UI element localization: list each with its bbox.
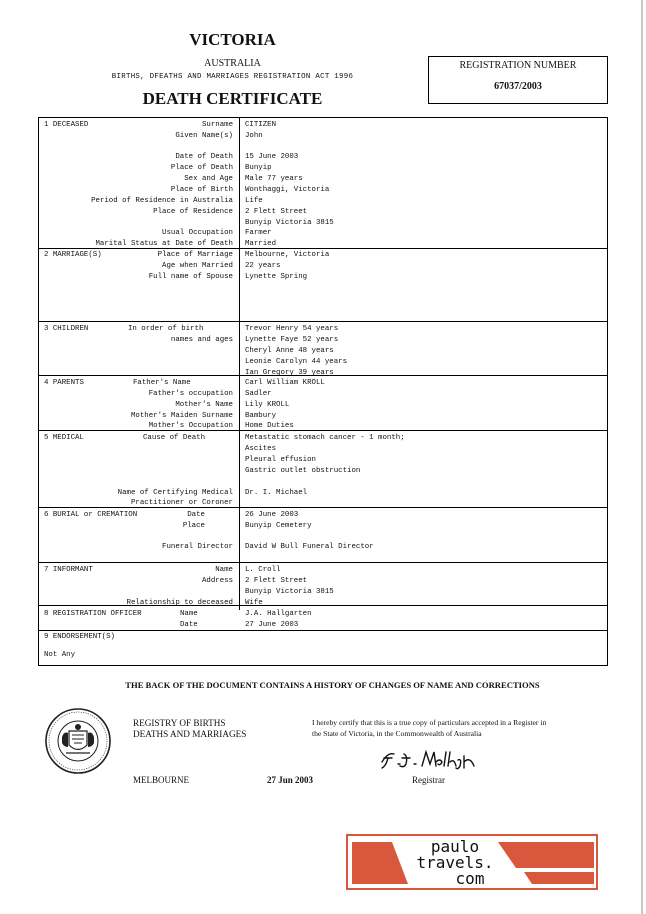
relationship-value: Wife <box>245 599 263 607</box>
informant-address-label: Address <box>201 577 233 585</box>
dod-label: Date of Death <box>175 153 233 161</box>
logo-text <box>405 839 505 887</box>
cause-item: Gastric outlet obstruction <box>245 467 361 475</box>
logo-line1: paulo <box>430 837 480 856</box>
back-of-document-note: THE BACK OF THE DOCUMENT CONTAINS A HISTORY OF CHANGES OF NAME AND CORRECTIONS <box>125 680 540 690</box>
child-item: Leonie Carolyn 44 years <box>245 358 348 366</box>
residence-label: Place of Residence <box>153 208 233 216</box>
section-officer: 8 REGISTRATION OFFICER <box>44 610 142 618</box>
mother-name-value: Lily KROLL <box>245 401 290 409</box>
informant-address-line1: 2 Flett Street <box>245 577 308 585</box>
cause-item: Pleural effusion <box>245 456 316 464</box>
marriage-place-label: Place of Marriage <box>157 251 233 259</box>
certifier-value: Dr. I. Michael <box>245 489 308 497</box>
surname-label: Surname <box>201 121 233 129</box>
mother-name-label: Mother's Name <box>175 401 233 409</box>
logo-line3: com <box>455 869 485 888</box>
informant-name-value: L. Croll <box>245 566 281 574</box>
spouse-value: Lynette Spring <box>245 273 308 281</box>
act-heading: BIRTHS, DFEATHS AND MARRIAGES REGISTRATION ACT 1996 <box>111 73 354 81</box>
sexage-value: Male 77 years <box>245 175 303 183</box>
section-children: 3 CHILDREN <box>44 325 89 333</box>
relationship-label: Relationship to deceased <box>126 599 233 607</box>
endorsement-value: Not Any <box>44 651 76 659</box>
funeral-director-value: David W Bull Funeral Director <box>245 543 374 551</box>
section-medical: 5 MEDICAL <box>44 434 84 442</box>
state-heading: VICTORIA <box>189 30 276 49</box>
pod-label: Place of Death <box>170 164 233 172</box>
residence-value-line2: Bunyip Victoria 3815 <box>245 219 334 227</box>
child-item: Lynette Faye 52 years <box>245 336 339 344</box>
country-heading: AUSTRALIA <box>204 58 261 69</box>
residence-period-value: Life <box>245 197 263 205</box>
registry-line1: REGISTRY OF BIRTHS <box>133 718 226 728</box>
section-marriage: 2 MARRIAGE(S) <box>44 251 102 259</box>
page-edge-shadow <box>641 0 643 914</box>
marriage-age-value: 22 years <box>245 262 281 270</box>
child-item: Trevor Henry 54 years <box>245 325 339 333</box>
section-parents: 4 PARENTS <box>44 379 84 387</box>
father-occupation-value: Sadler <box>245 390 272 398</box>
father-name-label: Father's Name <box>133 379 191 387</box>
burial-place-label: Place <box>182 522 205 530</box>
certification-statement: I hereby certify that this is a true copy of particulars accepted in a Register in the State of Victoria, in the Commonwealth of Australia <box>312 718 547 738</box>
marital-value: Married <box>245 240 277 248</box>
certifier-label-line2: Practitioner or Coroner <box>130 499 233 507</box>
registrar-signature <box>378 746 488 772</box>
document-title: DEATH CERTIFICATE <box>142 89 323 108</box>
registry-seal-icon <box>44 707 112 775</box>
surname-value: CITIZEN <box>245 121 277 129</box>
sexage-label: Sex and Age <box>184 175 233 183</box>
child-item: Ian Gregory 39 years <box>245 369 334 377</box>
residence-period-label: Period of Residence in Australia <box>91 197 233 205</box>
pod-value: Bunyip <box>245 164 272 172</box>
registration-box <box>428 56 608 104</box>
cause-item: Metastatic stomach cancer - 1 month; <box>245 434 405 442</box>
officer-date-label: Date <box>180 621 198 629</box>
section-deceased: 1 DECEASED <box>44 121 89 129</box>
section-informant: 7 INFORMANT <box>44 566 93 574</box>
section-endorsements: 9 ENDORSEMENT(S) <box>44 633 115 641</box>
given-label: Given Name(s) <box>175 132 233 140</box>
registration-label: REGISTRATION NUMBER <box>459 60 577 71</box>
spouse-label: Full name of Spouse <box>148 273 233 281</box>
section-divider <box>39 630 607 631</box>
informant-name-label: Name <box>215 566 233 574</box>
cause-item: Ascites <box>245 445 277 453</box>
marriage-age-label: Age when Married <box>162 262 233 270</box>
dod-value: 15 June 2003 <box>245 153 299 161</box>
burial-place-value: Bunyip Cemetery <box>245 522 312 530</box>
children-label-line1: In order of birth <box>128 325 204 333</box>
burial-date-value: 26 June 2003 <box>245 511 299 519</box>
officer-name-value: J.A. Hallgarten <box>245 610 312 618</box>
issue-date: 27 Jun 2003 <box>267 775 314 785</box>
father-name-value: Carl William KROLL <box>245 379 325 387</box>
informant-address-line2: Bunyip Victoria 3815 <box>245 588 334 596</box>
section-divider <box>39 321 607 322</box>
logo-line2: travels. <box>416 853 494 872</box>
cause-of-death-label: Cause of Death <box>143 434 206 442</box>
marital-label: Marital Status at Date of Death <box>95 240 233 248</box>
officer-name-label: Name <box>180 610 198 618</box>
mother-occupation-value: Home Duties <box>245 422 294 430</box>
maiden-name-label: Mother's Maiden Surname <box>130 412 233 420</box>
residence-value-line1: 2 Flett Street <box>245 208 308 216</box>
section-burial: 6 BURIAL or CREMATION <box>44 511 138 519</box>
column-divider <box>239 118 240 610</box>
section-divider <box>39 562 607 563</box>
certificate-form <box>38 117 608 666</box>
father-occupation-label: Father's occupation <box>148 390 233 398</box>
officer-date-value: 27 June 2003 <box>245 621 299 629</box>
registry-name <box>133 718 246 740</box>
occupation-label: Usual Occupation <box>162 229 233 237</box>
funeral-director-label: Funeral Director <box>162 543 233 551</box>
registration-number: 67037/2003 <box>494 81 542 92</box>
paulo-travels-logo <box>346 834 598 890</box>
occupation-value: Farmer <box>245 229 272 237</box>
burial-date-label: Date <box>187 511 205 519</box>
registrar-label: Registrar <box>412 775 445 785</box>
issue-city: MELBOURNE <box>133 775 189 785</box>
child-item: Cheryl Anne 48 years <box>245 347 334 355</box>
children-label-line2: names and ages <box>170 336 233 344</box>
mother-occupation-label: Mother's Occupation <box>148 422 233 430</box>
certifier-label-line1: Name of Certifying Medical <box>117 489 233 497</box>
pob-label: Place of Birth <box>170 186 233 194</box>
maiden-name-value: Bambury <box>245 412 277 420</box>
pob-value: Wonthaggi, Victoria <box>245 186 330 194</box>
given-value: John <box>245 132 263 140</box>
registry-line2: DEATHS AND MARRIAGES <box>133 729 247 739</box>
marriage-place-value: Melbourne, Victoria <box>245 251 330 259</box>
